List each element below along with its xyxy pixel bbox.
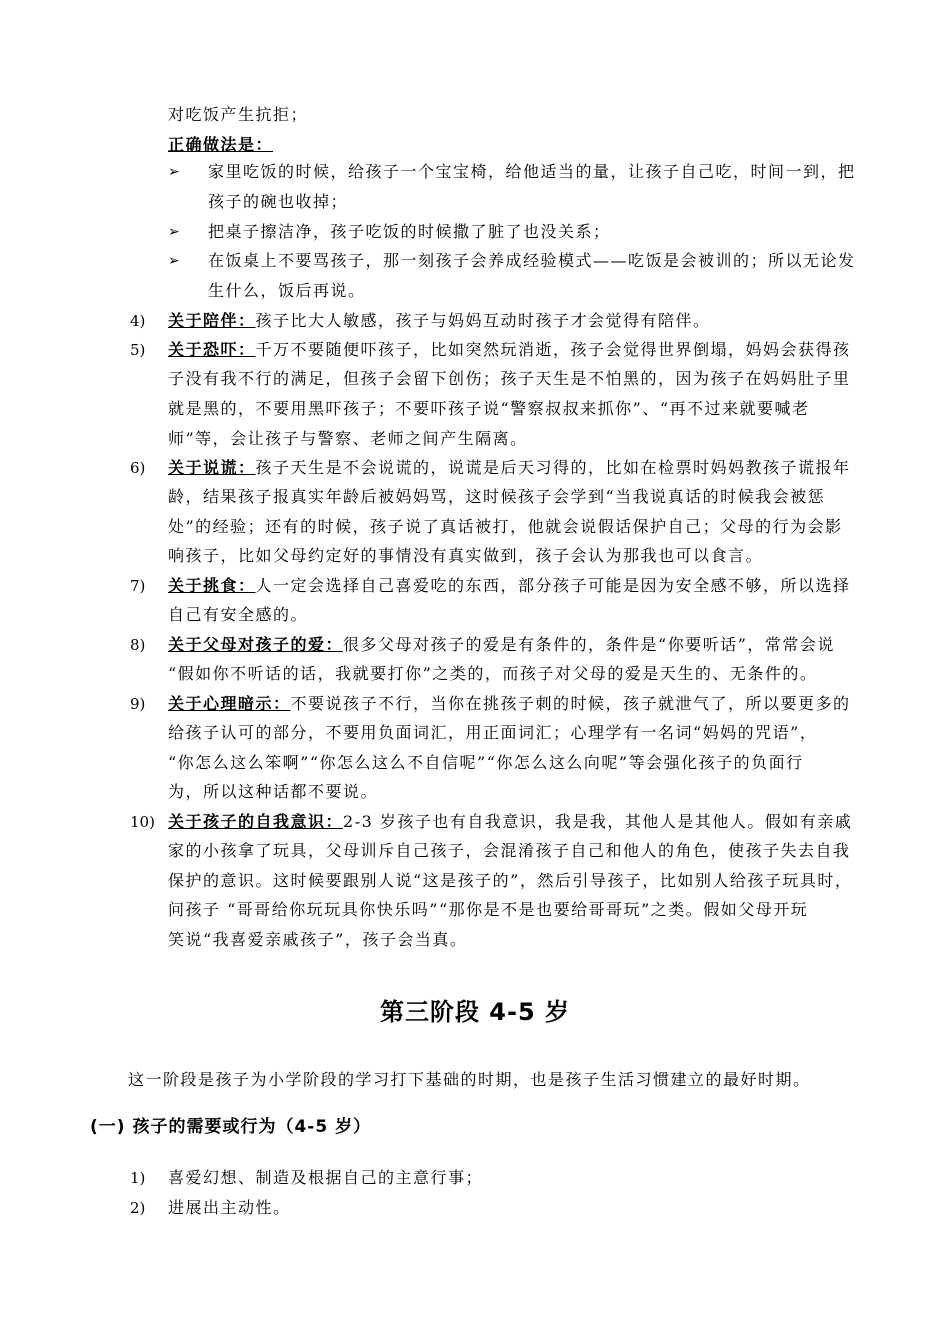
item-number: 6) [130, 459, 146, 477]
item-text: 家的小孩拿了玩具，父母训斥自己孩子，会混淆孩子自己和他人的角色，使孩子失去自我 [168, 841, 851, 860]
bullet-line: 孩子的碗也收掉； [208, 192, 349, 211]
bullet-line: 家里吃饭的时候，给孩子一个宝宝椅，给他适当的量，让孩子自己吃，时间一到，把 [208, 162, 856, 181]
item-text: 给孩子认可的部分，不要用负面词汇，用正面词汇；心理学有一名词“妈妈的咒语”， [168, 723, 818, 742]
item-label: 关于父母对孩子的爱： [168, 635, 344, 654]
item-text: 孩子天生是不会说谎的，说谎是后天习得的，比如在检票时妈妈教孩子谎报年 [255, 458, 851, 477]
list-item [168, 807, 852, 837]
item-text: 龄，结果孩子报真实年龄后被妈妈骂，这时候孩子会学到“当我说真话的时候我会被惩 [168, 487, 826, 506]
arrow-bullet-icon: ➢ [168, 164, 180, 180]
list-item [168, 630, 835, 660]
correct-method-label: 正确做法是： [168, 135, 274, 154]
item-text: “假如你不听话的话，我就要打你”之类的，而孩子对父母的爱是天生的、无条件的。 [168, 664, 818, 683]
item-number: 8) [130, 636, 146, 654]
text-line: 对吃饭产生抗拒； [168, 105, 309, 124]
arrow-bullet-icon: ➢ [168, 224, 180, 240]
item-text: 处”的经验；还有的时候，孩子说了真话被打，他就会说假话保护自己；父母的行为会影 [168, 517, 843, 536]
arrow-bullet-icon: ➢ [168, 253, 180, 269]
item-text: 就是黑的，不要用黑吓孩子；不要吓孩子说“警察叔叔来抓你”、“再不过来就要喊老 [168, 399, 810, 418]
subsection-heading: (一) 孩子的需要或行为（4-5 岁） [90, 1117, 372, 1137]
item-text: 师”等，会让孩子与警察、老师之间产生隔离。 [168, 429, 528, 448]
item-text: 2-3 岁孩子也有自我意识，我是我，其他人是其他人。假如有亲戚 [343, 812, 853, 831]
list-item [168, 571, 851, 601]
item-label: 关于恐吓： [168, 340, 256, 359]
list-item [168, 453, 851, 483]
item-text: 不要说孩子不行，当你在挑孩子刺的时候，孩子就泄气了，所以要更多的 [290, 694, 851, 713]
item-text: 孩子比大人敏感，孩子与妈妈互动时孩子才会觉得有陪伴。 [255, 311, 711, 330]
item-number: 2) [130, 1199, 146, 1217]
item-number: 10) [130, 813, 155, 831]
item-label: 关于说谎： [168, 458, 256, 477]
list-item [168, 335, 851, 365]
item-text: 很多父母对孩子的爱是有条件的，条件是“你要听话”，常常会说 [343, 635, 835, 654]
list-item [168, 306, 711, 336]
section-title: 第三阶段 4-5 岁 [379, 998, 571, 1026]
item-label: 关于挑食： [168, 576, 256, 595]
item-number: 9) [130, 695, 146, 713]
item-text: 自己有安全感的。 [168, 605, 309, 624]
list-item: 喜爱幻想、制造及根据自己的主意行事； [168, 1168, 484, 1187]
bullet-line: 把桌子擦洁净，孩子吃饭的时候撒了脏了也没关系； [208, 222, 611, 241]
item-text: “你怎么这么笨啊”“你怎么这么不自信呢”“你怎么这么向呢”等会强化孩子的负面行 [168, 753, 804, 772]
list-item: 进展出主动性。 [168, 1198, 291, 1217]
item-text: 笑说“我喜爱亲戚孩子”，孩子会当真。 [168, 930, 468, 949]
section-intro: 这一阶段是孩子为小学阶段的学习打下基础的时期，也是孩子生活习惯建立的最好时期。 [128, 1070, 811, 1089]
item-label: 关于陪伴： [168, 311, 256, 330]
item-label: 关于心理暗示： [168, 694, 291, 713]
item-number: 1) [130, 1169, 146, 1187]
item-text: 问孩子 “哥哥给你玩玩具你快乐吗”“那你是不是也要给哥哥玩”之类。假如父母开玩 [168, 900, 809, 919]
item-text: 为，所以这种话都不要说。 [168, 782, 379, 801]
item-text: 响孩子，比如父母约定好的事情没有真实做到，孩子会认为那我也可以食言。 [168, 546, 764, 565]
item-text: 子没有我不行的满足，但孩子会留下创伤；孩子天生是不怕黑的，因为孩子在妈妈肚子里 [168, 369, 851, 388]
bullet-line: 生什么，饭后再说。 [208, 281, 366, 300]
item-number: 7) [130, 577, 146, 595]
item-text: 千万不要随便吓孩子，比如突然玩消逝，孩子会觉得世界倒塌，妈妈会获得孩 [255, 340, 851, 359]
item-label: 关于孩子的自我意识： [168, 812, 344, 831]
item-text: 人一定会选择自己喜爱吃的东西，部分孩子可能是因为安全感不够，所以选择 [255, 576, 851, 595]
bullet-line: 在饭桌上不要骂孩子，那一刻孩子会养成经验模式——吃饭是会被训的；所以无论发 [208, 251, 856, 270]
list-item [168, 689, 851, 719]
item-text: 保护的意识。这时候要跟别人说“这是孩子的”，然后引导孩子，比如别人给孩子玩具时， [168, 871, 853, 890]
item-number: 4) [130, 312, 146, 330]
item-number: 5) [130, 341, 146, 359]
